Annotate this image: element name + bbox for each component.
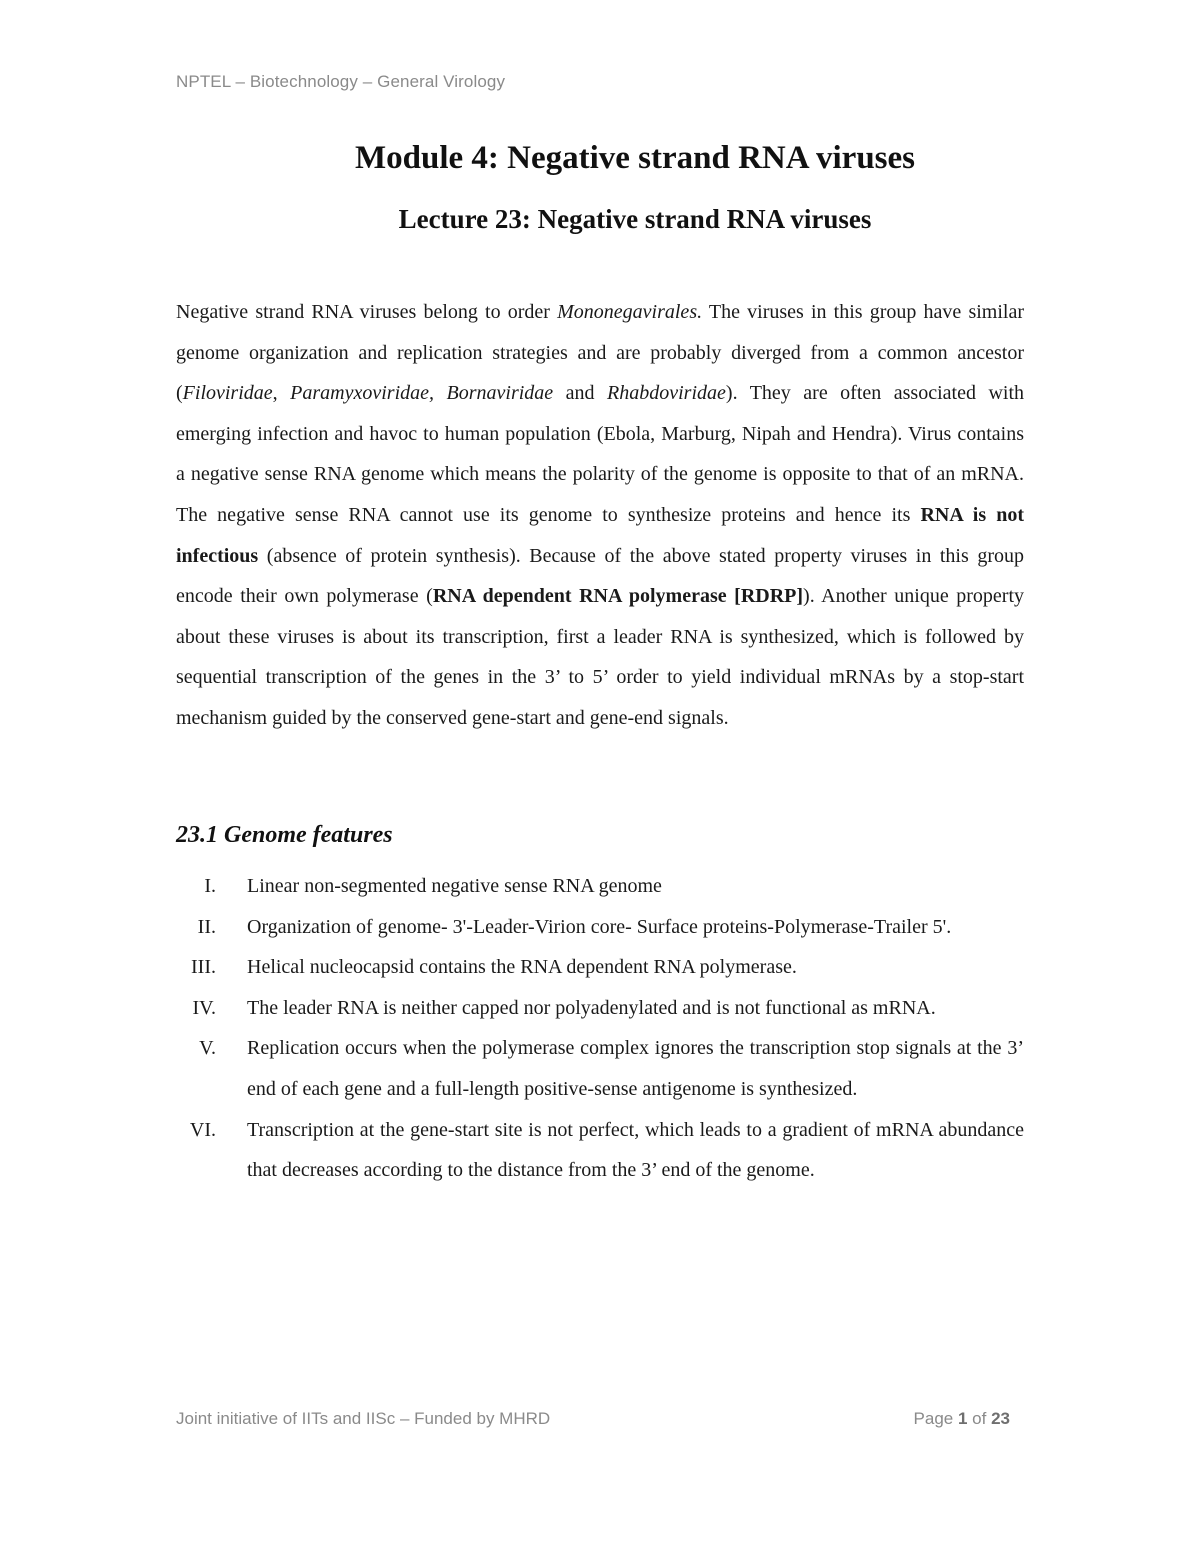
family-bornaviridae: Bornaviridae xyxy=(446,382,554,405)
list-item xyxy=(176,907,1024,948)
page-current: 1 xyxy=(957,1409,968,1428)
intro-sep-1: , xyxy=(272,382,291,405)
list-item-number: V. xyxy=(199,1037,216,1060)
page-number xyxy=(914,1409,1010,1429)
list-item xyxy=(176,988,1024,1029)
list-item-number: III. xyxy=(191,956,216,979)
page-label: Page xyxy=(913,1409,958,1428)
list-item-text: Linear non-segmented negative sense RNA genome xyxy=(247,875,662,897)
page-total: 23 xyxy=(991,1409,1010,1428)
list-item-text: Replication occurs when the polymerase complex ignores the transcription stop signals at the 3’ end of each gene and a full-length positive-sense antigenome is synthesized. xyxy=(247,1037,1024,1100)
intro-sep-2 xyxy=(434,382,447,404)
family-filoviridae: Filoviridae xyxy=(182,382,273,405)
section-heading: 23.1 Genome features xyxy=(176,822,393,848)
list-item-text: The leader RNA is neither capped nor polyadenylated and is not functional as mRNA. xyxy=(247,996,936,1019)
module-title: Module 4: Negative strand RNA viruses xyxy=(354,140,916,176)
intro-text-1: Negative strand RNA viruses belong to order xyxy=(176,301,558,323)
intro-sep-3: and xyxy=(553,382,608,405)
list-item-number: I. xyxy=(204,875,216,897)
list-item xyxy=(176,947,1024,988)
intro-text-3: ). They are often associated with emerging infection and havoc to human population (Ebola, Marburg, Nipah and Hendra). Virus contains a negative sense RNA genome which means the polarity of the genome is opposite to that of an mRNA. The negative sense RNA cannot use its genome to synthesize proteins and hence its xyxy=(176,382,1024,526)
bold-rdrp: RNA dependent RNA polymerase [RDRP] xyxy=(432,585,804,608)
intro-text-2: The viruses in this group have similar genome organization and replication strategies and are probably diverged from a common ancestor ( xyxy=(176,301,1024,405)
list-item-text: Transcription at the gene-start site is not perfect, which leads to a gradient of mRNA abundance that decreases according to the distance from the 3’ end of the genome. xyxy=(247,1118,1024,1182)
list-item-number: II. xyxy=(197,915,216,938)
list-item xyxy=(176,866,1024,907)
running-footer: Joint initiative of IITs and IISc – Funded by MHRD xyxy=(176,1409,551,1428)
list-item xyxy=(176,1028,1024,1109)
list-item-text: Organization of genome- 3'-Leader-Virion core- Surface proteins-Polymerase-Trailer 5'. xyxy=(247,915,952,938)
order-name: Mononegavirales. xyxy=(557,301,703,323)
genome-features-list xyxy=(176,866,1024,1191)
running-header: NPTEL – Biotechnology – General Virology xyxy=(176,72,506,91)
family-paramyxoviridae: Paramyxoviridae, xyxy=(290,382,435,405)
intro-paragraph xyxy=(176,292,1024,739)
lecture-title: Lecture 23: Negative strand RNA viruses xyxy=(398,204,872,234)
family-rhabdoviridae: Rhabdoviridae xyxy=(607,382,726,405)
bold-rna-not-infectious: RNA is not infectious xyxy=(176,503,1024,567)
page-of: of xyxy=(967,1409,992,1428)
list-item-text: Helical nucleocapsid contains the RNA dependent RNA polymerase. xyxy=(247,956,797,979)
list-item-number: VI. xyxy=(189,1118,216,1141)
list-item xyxy=(176,1110,1024,1191)
intro-text-4: (absence of protein synthesis). Because of the above stated property viruses in this group encode their own polymerase ( xyxy=(176,544,1024,608)
list-item-number: IV. xyxy=(192,996,216,1019)
intro-text-5: ). Another unique property about these viruses is about its transcription, first a leader RNA is synthesized, which is followed by sequential transcription of the genes in the 3’ to 5’ order to yield individual mRNAs by a stop-start mechanism guided by the conserved gene-start and gene-end signals. xyxy=(176,585,1025,729)
